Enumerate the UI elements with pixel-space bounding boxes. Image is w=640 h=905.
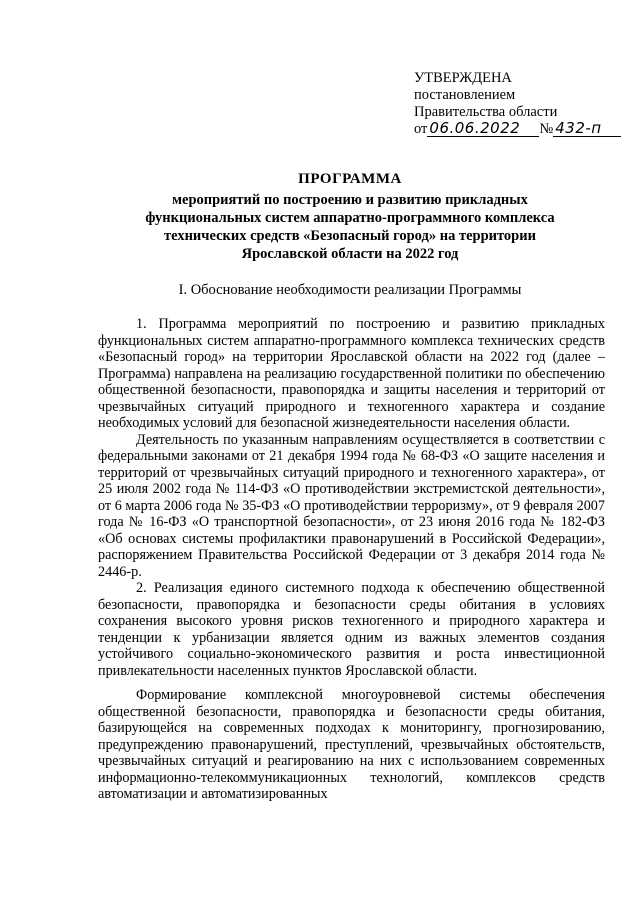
paragraph-4: Формирование комплексной многоуровневой системы обеспечения общественной безопасности, правопорядка и безопасности среды обитания, базирующейся на современных подходах к мониторингу, прогнозированию, предупреждению правонарушений, преступлений, чрезвычайных обстоятельств, чрезвычайных ситуаций и реагированию на них с использованием современных информационно-телекоммуникационных технологий, комплексов средств автоматизации и автоматизированных — [98, 687, 605, 802]
document-body — [98, 316, 605, 803]
title-line-4: Ярославской области на 2022 год — [241, 246, 459, 262]
from-label: от — [414, 121, 428, 137]
approval-title: УТВЕРЖДЕНА — [414, 70, 512, 86]
handwritten-number: 432-п — [553, 121, 621, 137]
handwritten-date: 06.06.2022 — [427, 121, 539, 137]
approval-date-number — [414, 121, 621, 138]
program-title — [80, 170, 620, 263]
title-main: ПРОГРАММА — [298, 171, 402, 187]
title-line-3: технических средств «Безопасный город» на территории — [164, 228, 536, 244]
approval-line-2: постановлением — [414, 87, 516, 103]
paragraph-3: 2. Реализация единого системного подхода к обеспечению общественной безопасности, правопорядка и безопасности среды обитания в условиях сохранения высокого уровня рисков техногенного и природного характера и тенденции к урбанизации является одним из важных элементов создания устойчивого социально-экономического развития и роста инвестиционной привлекательности населенных пунктов Ярославской области. — [98, 580, 605, 679]
title-line-2: функциональных систем аппаратно-программного комплекса — [145, 210, 555, 226]
paragraph-1: 1. Программа мероприятий по построению и развитию прикладных функциональных систем аппаратно-программного комплекса технических средств «Безопасный город» на территории Ярославской области на 2022 год (далее – Программа) направлена на реализацию государственной политики по обеспечению общественной безопасности, правопорядка и защиты населения и территорий от чрезвычайных ситуаций природного и техногенного характера и создание необходимых условий для безопасной жизнедеятельности населения области. — [98, 316, 605, 431]
paragraph-2: Деятельность по указанным направлениям осуществляется в соответствии с федеральными законами от 21 декабря 1994 года № 68-ФЗ «О защите населения и территорий от чрезвычайных ситуаций природного и техногенного характера», от 25 июля 2002 года № 114-ФЗ «О противодействии экстремистской деятельности», от 6 марта 2006 года № 35-ФЗ «О противодействии терроризму», от 9 февраля 2007 года № 16-ФЗ «О транспортной безопасности», от 23 июня 2016 года № 182-ФЗ «Об основах системы профилактики правонарушений в Российской Федерации», распоряжением Правительства Российской Федерации от 3 декабря 2014 года № 2446-р. — [98, 431, 605, 580]
approval-line-3: Правительства области — [414, 104, 558, 120]
section-heading: I. Обоснование необходимости реализации Программы — [178, 282, 522, 298]
title-line-1: мероприятий по построению и развитию прикладных — [172, 192, 528, 208]
approval-stamp — [414, 70, 621, 138]
number-label: № — [539, 121, 554, 137]
